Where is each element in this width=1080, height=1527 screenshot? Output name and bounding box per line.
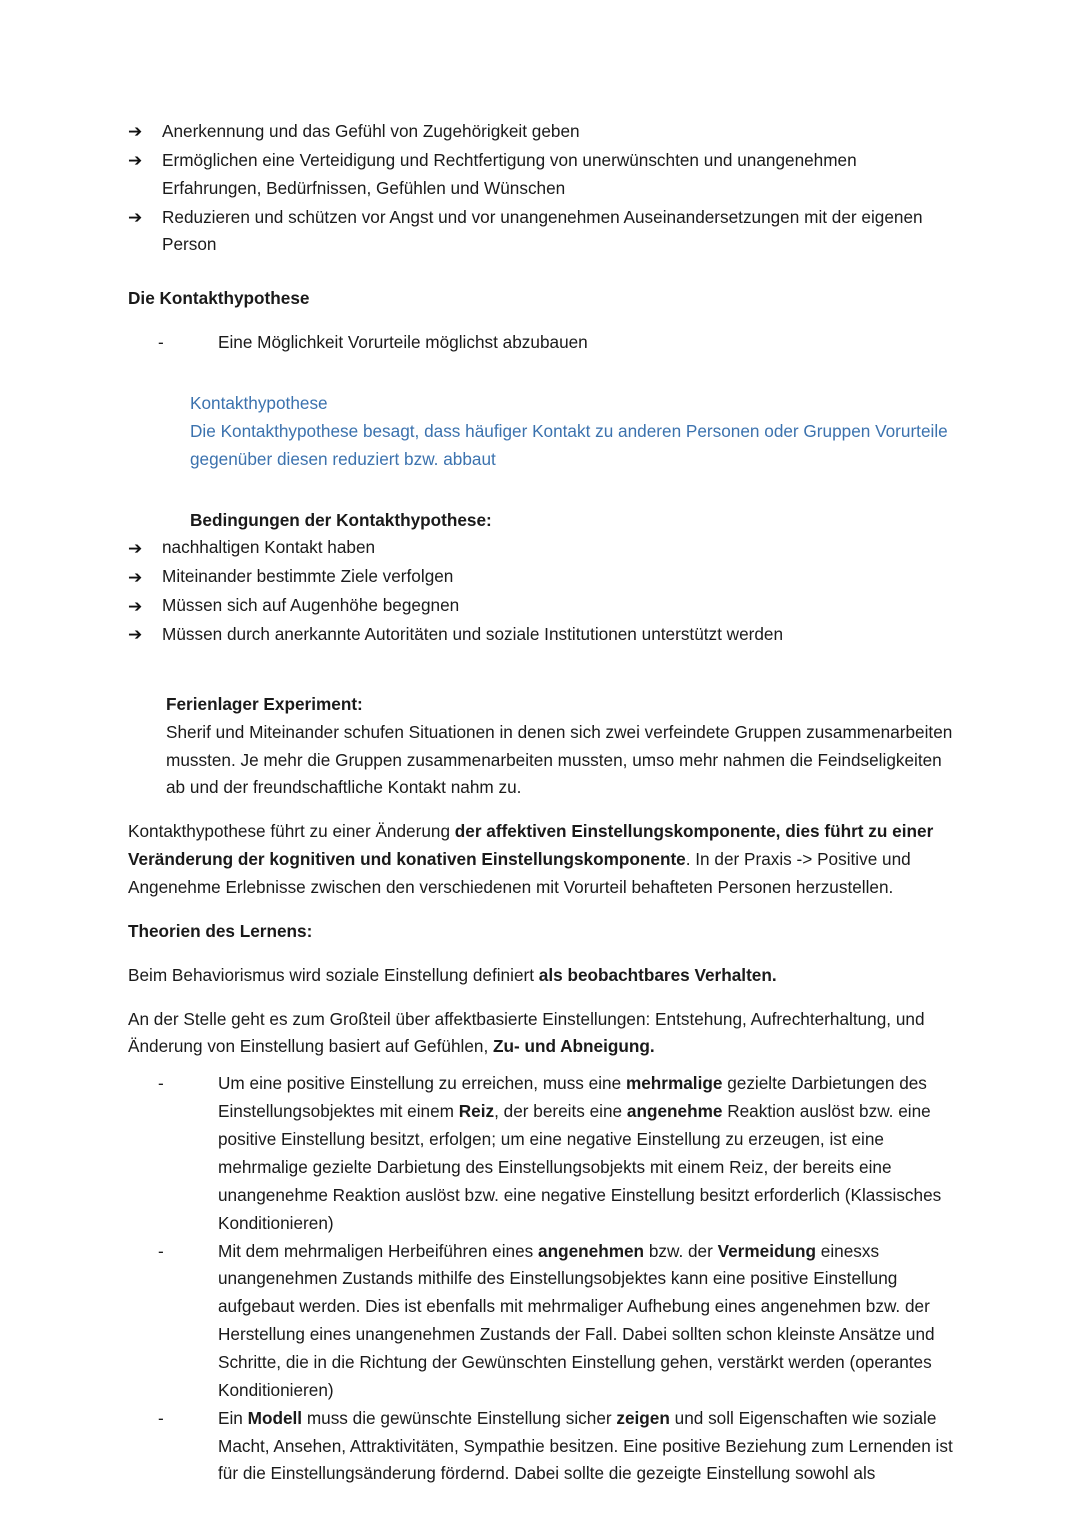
ferienlager-heading: Ferienlager Experiment: <box>166 693 363 714</box>
lp1-s1: Mit dem mehrmaligen Herbeiführen eines <box>218 1240 539 1261</box>
lp1-s3: einesxs unangenehmen Zustands mithilfe des Einstellungsobjektes kann eine positive Einstellung aufgebaut werden. Dies ist ebenfalls mit mehrmaliger Aufhebung eines angenehmen bzw. der Herstellung eines unangenehmen Zustands der Fall. Dabei sollten schon kleinste Ansätze und Schritte, die in die Richtung der Gewünschten Einstellung gehen, verstärkt werden (operantes Konditionieren) <box>218 1240 935 1400</box>
lp1-b1: angenehmen <box>538 1240 645 1261</box>
arrow-right-icon: ➔ <box>128 567 143 587</box>
lp1-s2: bzw. der <box>644 1240 718 1261</box>
learning-points-list <box>128 1070 960 1488</box>
arrow-right-icon: ➔ <box>128 625 143 645</box>
lp0-s1: Um eine positive Einstellung zu erreichen, muss eine <box>218 1073 626 1094</box>
list-item-text: Müssen sich auf Augenhöhe begegnen <box>162 595 460 616</box>
lp1-b2: Vermeidung <box>717 1240 816 1261</box>
conclusion-bold: der affektiven Einstellungskomponente, dies führt zu einer Veränderung der kognitiven und konativen Einstellungskomponente <box>128 821 934 870</box>
list-item <box>128 534 960 562</box>
lp0-s4: Reaktion auslöst bzw. eine positive Einstellung besitzt, erfolgen; um eine negative Einstellung zu erzeugen, ist eine mehrmalige gezielte Darbietung des Einstellungsobjekts mit einem Reiz, der bereits eine unangenehme Reaktion auslöst bzw. eine negative Einstellung besitzt erforderlich (Klassisches Konditionieren) <box>218 1101 942 1233</box>
dash-bullet-icon: - <box>158 1407 164 1428</box>
behaviorismus-text: Beim Behaviorismus wird soziale Einstellung definiert <box>128 964 539 985</box>
list-item-text: Eine Möglichkeit Vorurteile möglichst abzubauen <box>218 332 588 353</box>
affekt-text: An der Stelle geht es zum Großteil über affektbasierte Einstellungen: Entstehung, Aufrechterhaltung, und Änderung von Einstellung basiert auf Gefühlen, <box>128 1008 925 1057</box>
lp0-s3: , der bereits eine <box>494 1101 627 1122</box>
list-item-text <box>218 1241 935 1400</box>
definition-title: Kontakthypothese <box>190 393 328 414</box>
section-heading-lernen: Theorien des Lernens: <box>128 920 313 941</box>
lp2-s3: und soll Eigenschaften wie soziale Macht, Ansehen, Attraktivitäten, Sympathie besitzen. Eine positive Beziehung zum Lernenden ist für die Einstellungsänderung fördernd. Dabei sollte die gezeigte Einstellung sowohl als <box>218 1407 953 1484</box>
ferienlager-body: Sherif und Miteinander schufen Situationen in denen sich zwei verfeindete Gruppen zusammenarbeiten mussten. Je mehr die Gruppen zusammenarbeiten mussten, umso mehr nahmen die Feindseligkeiten ab und der freundschaftliche Kontakt nahm zu. <box>166 721 953 798</box>
list-item-text: Ermöglichen eine Verteidigung und Rechtfertigung von unerwünschten und unangenehmen Erfahrungen, Bedürfnissen, Gefühlen und Wünschen <box>162 149 857 198</box>
list-item <box>158 1238 960 1405</box>
list-item <box>128 147 960 203</box>
dash-bullet-icon: - <box>158 332 164 353</box>
ferienlager-block <box>166 691 960 802</box>
lp0-s2: gezielte Darbietungen des Einstellungsobjektes mit einem <box>218 1073 927 1122</box>
list-item-text: Anerkennung und das Gefühl von Zugehörigkeit geben <box>162 121 580 141</box>
lp2-b1: Modell <box>247 1407 303 1428</box>
arrow-right-icon: ➔ <box>128 538 143 558</box>
affekt-bold: Zu- und Abneigung. <box>493 1036 655 1057</box>
lp2-s1: Ein <box>218 1407 248 1428</box>
list-item <box>158 329 960 357</box>
intro-bullet-list <box>128 118 960 259</box>
conditions-heading: Bedingungen der Kontakthypothese: <box>190 509 492 530</box>
document-body <box>128 118 960 1488</box>
lp2-s2: muss die gewünschte Einstellung sicher <box>302 1407 617 1428</box>
lp0-b1: mehrmalige <box>625 1073 723 1094</box>
list-item <box>128 118 960 146</box>
list-item-text: nachhaltigen Kontakt haben <box>162 537 376 558</box>
list-item <box>158 1405 960 1489</box>
affekt-paragraph <box>128 1006 960 1062</box>
behaviorismus-bold: als beobachtbares Verhalten. <box>538 964 777 985</box>
definition-text: Die Kontakthypothese besagt, dass häufiger Kontakt zu anderen Personen oder Gruppen Vorurteile gegenüber diesen reduziert bzw. abbaut <box>190 420 948 469</box>
lp2-b2: zeigen <box>616 1407 670 1428</box>
arrow-right-icon: ➔ <box>128 151 143 171</box>
behaviorismus-paragraph <box>128 962 960 990</box>
list-item <box>128 621 960 649</box>
list-item-text <box>218 1408 953 1484</box>
kontakthypothese-dash-list <box>128 329 960 357</box>
list-item <box>128 563 960 591</box>
list-item-text <box>218 1073 941 1232</box>
definition-callout <box>190 390 960 474</box>
section-heading-kontakthypothese: Die Kontakthypothese <box>128 288 310 309</box>
list-item <box>158 1070 960 1237</box>
arrow-right-icon: ➔ <box>128 122 143 142</box>
list-item-text: Reduzieren und schützen vor Angst und vor unangenehmen Auseinandersetzungen mit der eigenen Person <box>162 206 923 255</box>
conditions-bullet-list <box>128 534 960 648</box>
list-item <box>128 592 960 620</box>
list-item-text: Müssen durch anerkannte Autoritäten und soziale Institutionen unterstützt werden <box>162 624 784 645</box>
conclusion-text-2: . In der Praxis -> Positive und Angenehme Erlebnisse zwischen den verschiedenen mit Vorurteil behafteten Personen herzustellen. <box>128 849 911 898</box>
arrow-right-icon: ➔ <box>128 596 143 616</box>
list-item-text: Miteinander bestimmte Ziele verfolgen <box>162 566 454 587</box>
list-item <box>128 204 960 260</box>
arrow-right-icon: ➔ <box>128 207 143 227</box>
dash-bullet-icon: - <box>158 1073 164 1094</box>
dash-bullet-icon: - <box>158 1240 164 1261</box>
lp0-b3: angenehme <box>626 1101 723 1122</box>
conclusion-paragraph <box>128 818 960 902</box>
lp0-b2: Reiz <box>458 1101 495 1122</box>
conclusion-text-1: Kontakthypothese führt zu einer Änderung <box>128 821 455 842</box>
